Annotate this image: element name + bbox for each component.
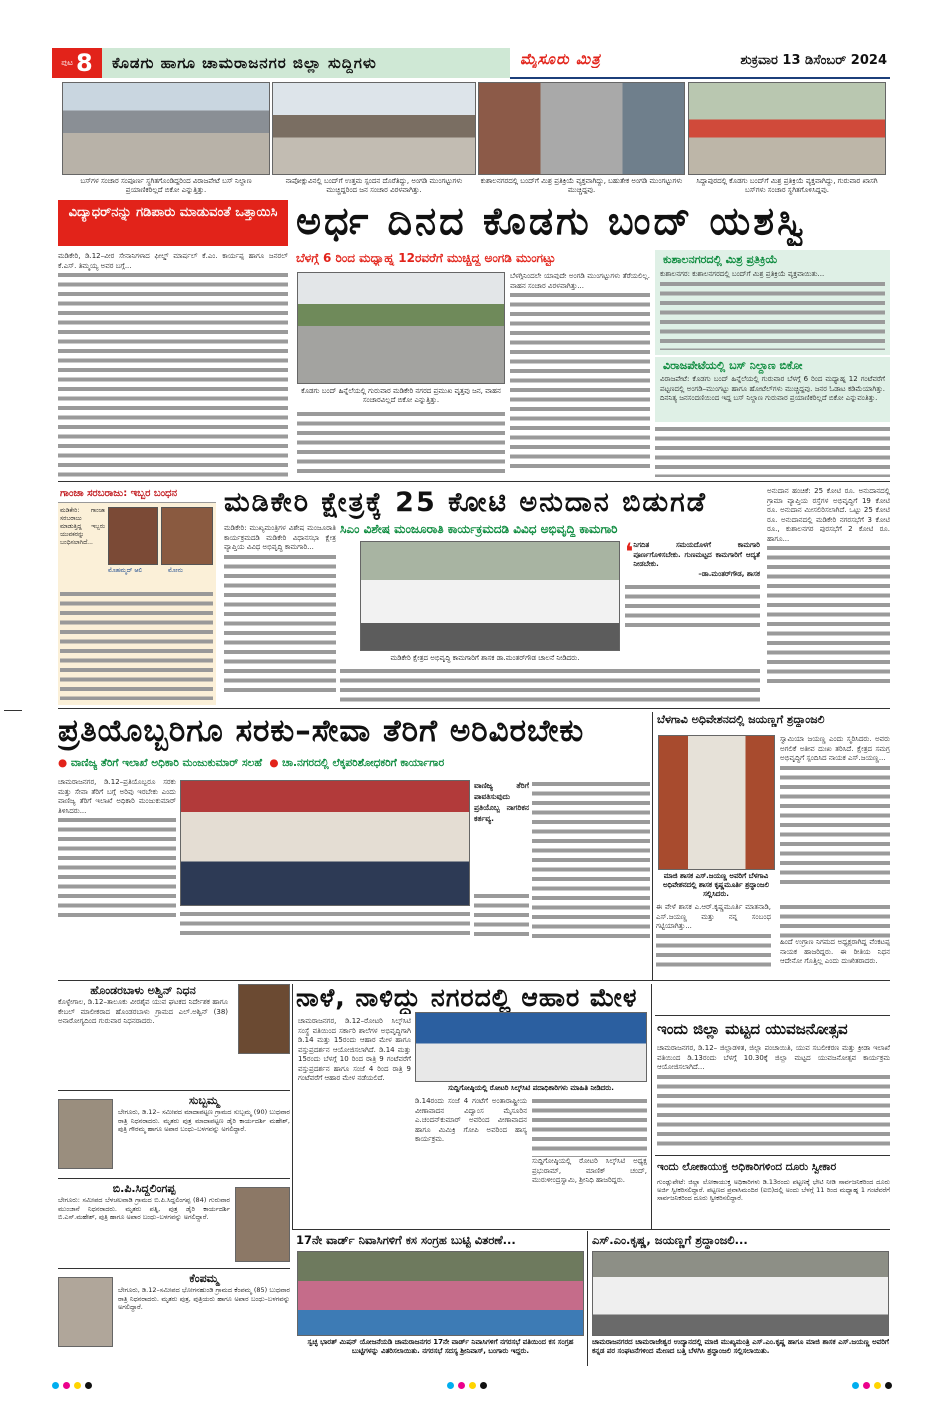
student-body: ಮಡಿಕೇರಿ, ಡಿ.12–ವೀರ ಸೇನಾನಿಗಳಾದ ಫೀಲ್ಡ್ ಮಾರ್ಷಲ್ ಕೆ.ಎಂ. ಕಾರ್ಯಪ್ಪ ಹಾಗೂ ಜನರಲ್ ಕೆ.ಎಸ್. ತಿಮ್ಮಯ್ಯ ಅವರ ಬಗ್ಗೆ... [58,252,288,477]
suspect-photo-1 [108,507,158,565]
registration-marks-right [850,1374,894,1393]
photo-caption: ನಾಪೋಕ್ಲುವಿನಲ್ಲಿ ಬಂದ್‌ಗೆ ಉತ್ತಮ ಸ್ಪಂದನ ದೊರೆತಿದ್ದು, ಅಂಗಡಿ ಮುಂಗಟ್ಟುಗಳು ಮುಚ್ಚಿದ್ದರಿಂದ ಜನ ಸಂಚಾರ ವಿರಳವಾಗಿತ್ತು. [285,177,463,194]
bandh-photo-caption: ಕೊಡಗು ಬಂದ್ ಹಿನ್ನೆಲೆಯಲ್ಲಿ ಗುರುವಾರ ಮಡಿಕೇರಿ ನಗರದ ಪ್ರಮುಖ ವೃತ್ತವು ಜನ, ವಾಹನ ಸಂಚಾರವಿಲ್ಲದೆ ಬಿಕೋ ಎನ್ನುತ್ತಿತ್ತು. [301,387,501,404]
bandh-body-cont [297,410,505,477]
grant-body: ಮಡಿಕೇರಿ: ಮುಖ್ಯಮಂತ್ರಿಗಳ ವಿಶೇಷ ಮಂಜೂರಾತಿ ಕಾರ್ಯಕ್ರಮದಡಿ ಮಡಿಕೇರಿ ವಿಧಾನಸಭಾ ಕ್ಷೇತ್ರ ವ್ಯಾಪ್ತಿಯ ವಿವಿಧ ಅಭಿವೃದ್ಧಿ ಕಾಮಗಾರಿ... [224,524,336,704]
photo-caption: ಕುಶಾಲನಗರದಲ್ಲಿ ಬಂದ್‌ಗೆ ಮಿಶ್ರ ಪ್ರತಿಕ್ರಿಯೆ ವ್ಯಕ್ತವಾಗಿದ್ದು, ಬಹುತೇಕ ಅಂಗಡಿ ಮುಂಗಟ್ಟುಗಳು ಮುಚ್ಚಿದ್ದವು. [480,177,683,194]
section-title: ಕೊಡಗು ಹಾಗೂ ಚಾಮರಾಜನಗರ ಜಿಲ್ಲಾ ಸುದ್ದಿಗಳು [102,48,510,78]
obituary-photo [238,984,290,1054]
suspect-name-1: ಮೊಹಮ್ಮದ್ ಆಲಿ [108,567,143,574]
jayanna-photo-caption: ಮಾಜಿ ಶಾಸಕ ಎಸ್.ಜಯಣ್ಣ ಅವರಿಗೆ ಬೆಳಗಾವಿ ಅಧಿವೇಶನದಲ್ಲಿ ಶಾಸಕ ಕೃಷ್ಣಮೂರ್ತಿ ಶ್ರದ್ಧಾಂಜಲಿ ಸಲ್ಲಿಸಿದರು. [662,872,770,898]
photo-siddapura-buses [688,82,886,175]
obituary-photo [235,1187,290,1262]
gst-pull-quote: ವಾಣಿಜ್ಯ ತೆರಿಗೆ ಪಾವತಿಸುವುದು ಪ್ರತಿಯೊಬ್ಬ ನಾಗರಿಕನ ಕರ್ತವ್ಯ. [474,781,529,823]
food-fest-body: ಚಾಮರಾಜನಗರ, ಡಿ.12–ರೋಟರಿ ಸಿಲ್ಕ್‌ಸಿಟಿ ಸಂಸ್ಥೆ ವತಿಯಿಂದ ಸರ್ಕಾರಿ ಶಾಲೆಗಳ ಅಭಿವೃದ್ಧಿಗಾಗಿ ಡಿ.14 ಮತ್ತು 15ರಂದು ಆಹಾರ ಮೇಳ ಹಾಗೂ ವಸ್ತುಪ್ರದರ್ಶನ ಆಯೋಜಿಸಲಾಗಿದೆ. ಡಿ.14 ಮತ್ತು 15ರಂದು ಬೆಳಗ್ಗೆ 10 ರಿಂದ ರಾತ್ರಿ 9 ಗಂಟೆವರೆಗೆ ವಸ್ತುಪ್ರದರ್ಶನ ಹಾಗೂ ಸಂಜೆ 4 ರಿಂದ ರಾತ್ರಿ 9 ಗಂಟೆವರೆಗೆ ಆಹಾರ ಮೇಳ ನಡೆಯಲಿದೆ. [298,1017,411,1082]
photo-caption: ಸಿದ್ದಾಪುರದಲ್ಲಿ ಕೊಡಗು ಬಂದ್‌ಗೆ ಮಿಶ್ರ ಪ್ರತಿಕ್ರಿಯೆ ವ್ಯಕ್ತವಾಗಿದ್ದು, ಗುರುವಾರ ಖಾಸಗಿ ಬಸ್‌ಗಳು ಸಂಚಾರ ಸ್ಥಗಿತಗೊಳಿಸಿದ್ದವು. [696,177,878,194]
grant-quote-by: –ಡಾ.ಮಂತರ್‌ಗೌಡ, ಶಾಸಕ [698,569,760,578]
student-headline: ವಿದ್ಯಾಧರ್‌ನನ್ನು ಗಡಿಪಾರು ಮಾಡುವಂತೆ ಒತ್ತಾಯಿಸಿ [68,205,278,220]
food-fest-body-3: ಸುದ್ದಿಗೋಷ್ಠಿಯಲ್ಲಿ ರೋಟರಿ ಸಿಲ್ಕ್‌ಸಿಟಿ ಅಧ್ಯಕ್ಷ ಪ್ರಭುರಾಮ್, ಮಾಣಿಕ್ ಚಂದ್, ಮುರುಳೀಂದ್ರಸ್ವಾಮಿ, ಶ್ರೀನಿಧಿ ಹಾಜರಿದ್ದರು. [532,1097,647,1227]
photo-gst-workshop [180,780,470,906]
obituary-photo [58,1099,113,1169]
photo-food-fest-press [415,1012,647,1082]
suspect-name-2: ಮೋನು [168,567,183,574]
grant-photo-caption: ಮಡಿಕೇರಿ ಕ್ಷೇತ್ರದ ಅಭಿವೃದ್ಧಿ ಕಾಮಗಾರಿಗೆ ಶಾಸಕ ಡಾ.ಮಂತರ್‌ಗೌಡ ಚಾಲನೆ ನೀಡಿದರು. [390,654,580,662]
page-date: ಶುಕ್ರವಾರ 13 ಡಿಸೆಂಬರ್ 2024 [740,53,887,68]
gst-subhead-1: ವಾಣಿಜ್ಯ ತೆರಿಗೆ ಇಲಾಖೆ ಅಧಿಕಾರಿ ಮಂಜುಕುಮಾರ್ ಸಲಹೆ [70,757,263,769]
photo-virajpet-bus-stand [62,82,270,175]
tribute-caption: ಚಾಮರಾಜನಗರದ ಚಾಮರಾಜೇಶ್ವರ ಉದ್ಯಾನದಲ್ಲಿ ಮಾಜಿ ಮುಖ್ಯಮಂತ್ರಿ ಎಸ್.ಎಂ.ಕೃಷ್ಣ ಹಾಗೂ ಮಾಜಿ ಶಾಸಕ ಎಸ್.ಜಯಣ್ಣ ಅವರಿಗೆ ಕನ್ನಡ ಪರ ಸಂಘಟನೆಗಳಿಂದ ಮೇಣದ ಬತ್ತಿ ಬೆಳಗಿಸಿ ಶ್ರದ್ಧಾಂಜಲಿ ಸಲ್ಲಿಸಲಾಯಿತು. [592,1338,889,1355]
suspect-photo-2 [161,507,213,565]
gst-headline: ಪ್ರತಿಯೊಬ್ಬರಿಗೂ ಸರಕು–ಸೇವಾ ತೆರಿಗೆ ಅರಿವಿರಬೇಕು [58,713,585,749]
obituary-kempamma: ಕೆಂಪಮ್ಮ ಬೇಗೂರು, ಡಿ.12–ಸಮೀಪದ ಭೋಗನಹುಂಡಿ ಗ್ರಾಮದ ಕೆಂಪಮ್ಮ (85) ಬುಧವಾರ ರಾತ್ರಿ ನಿಧನರಾದರು. ಮೃತರು ಪುತ್ರ, ಪುತ್ರಿಯರು ಹಾಗೂ ಅಪಾರ ಬಂಧು–ಬಳಗವನ್ನು ಅಗಲಿದ್ದಾರೆ. [58,1272,290,1367]
bandh-subhead: ಬೆಳಗ್ಗೆ 6 ರಿಂದ ಮಧ್ಯಾಹ್ನ 12ರವರೆಗೆ ಮುಚ್ಚಿದ್ದ ಅಂಗಡಿ ಮುಂಗಟ್ಟು [296,251,556,265]
grant-body-cont [340,667,760,705]
obituary-subbamma: ಸುಬ್ಬಮ್ಮ ಬೇಗೂರು, ಡಿ.12– ಸಮೀಪದ ಮಾದಾಪಟ್ಟಣ ಗ್ರಾಮದ ಸುಬ್ಬಮ್ಮ (90) ಬುಧವಾರ ರಾತ್ರಿ ನಿಧನರಾದರು. ಮೃತರು ಪುತ್ರ ಮಾದಾಪಟ್ಟಣ ಡೈರಿ ಕಾರ್ಯದರ್ಶಿ ಮಹೇಶ್, ಪುತ್ರಿ ಗೌರಮ್ಮ ಹಾಗೂ ಅಪಾರ ಬಂಧು–ಬಳಗವನ್ನು ಅಗಲಿದ್ದಾರೆ. [58,1094,290,1174]
youth-fest-headline: ಇಂದು ಜಿಲ್ಲಾ ಮಟ್ಟದ ಯುವಜನೋತ್ಸವ [657,1020,848,1038]
gst-subheads: ● ವಾಣಿಜ್ಯ ತೆರಿಗೆ ಇಲಾಖೆ ಅಧಿಕಾರಿ ಮಂಜುಕುಮಾರ್ ಸಲಹೆ ● ಚಾ.ನಗರದಲ್ಲಿ ಲೆಕ್ಕಪರಿಶೋಧಕರಿಗೆ ಕಾರ್ಯಾಗಾರ [58,757,445,769]
jayanna-body-3: ಹಿಂದೆ ಉಗ್ರಾಣ ನಿಗಮದ ಅಧ್ಯಕ್ಷರಾಗಿದ್ದ ವೆಂಕಟಪ್ಪ ನಾಯಕ ಹಾಜರಿದ್ದರು. ಈ ರೀತಿಯ ನಿಧನ ಆದೇನೋ ಗೊತ್ತಿಲ್ಲ ಎಂದು ದುಃಖಿತರಾದರು. [780,903,890,978]
photo-kushalnagar-street [478,82,685,175]
student-headline-box [58,200,288,246]
jayanna-body: ಸ್ವಾಮಿಯಾ ಜಯಣ್ಣ ಎಂದು ಸ್ಮರಿಸಿದರು. ಅವರು ಅಗಲಿಕೆ ಅತೀವ ದುಃಖ ತರಿಸಿದೆ. ಕ್ಷೇತ್ರದ ಸಮಗ್ರ ಅಭಿವೃದ್ಧಿಗೆ ಸ್ಪಂದಿಸಿದ ನಾಯಕ ಎಸ್.ಜಯಣ್ಣ... [780,735,890,900]
masthead: ಮೈಸೂರು ಮಿತ್ರ [520,50,601,68]
kushalnagar-box [655,250,890,355]
ganja-box [58,485,216,705]
gst-body-right [532,780,650,940]
grant-right-body: ಅನುದಾನ ಹಂಚಿಕೆ: 25 ಕೋಟಿ ರೂ. ಅನುದಾನದಲ್ಲಿ ಗ್ರಾಮಾ ವ್ಯಾಪ್ತಿಯ ರಸ್ತೆಗಳ ಅಭಿವೃದ್ಧಿಗೆ 19 ಕೋಟಿ ರೂ. ಅನುದಾನ ಮೀಸಲಿರಿಸಲಾಗಿದೆ. ಒಟ್ಟು 25 ಕೋಟಿ ರೂ. ಅನುದಾನದಲ್ಲಿ ಮಡಿಕೇರಿ ನಗರಸಭೆಗೆ 3 ಕೋಟಿ ರೂ., ಕುಶಾಲನಗರ ಪುರಸಭೆಗೆ 2 ಕೋಟಿ ರೂ. ಹಾಗೂ... [767,487,890,705]
youth-fest-body: ಚಾಮರಾಜನಗರ, ಡಿ.12– ಜಿಲ್ಲಾಡಳಿತ, ಜಿಲ್ಲಾ ಪಂಚಾಯಿತಿ, ಯುವ ಸಬಲೀಕರಣ ಮತ್ತು ಕ್ರೀಡಾ ಇಲಾಖೆ ವತಿಯಿಂದ ಡಿ.13ರಂದು ಬೆಳಗ್ಗೆ 10.30ಕ್ಕೆ ಜಿಲ್ಲಾ ಮಟ್ಟದ ಯುವಜನೋತ್ಸವ ಕಾರ್ಯಕ್ರಮ ಆಯೋಜಿಸಲಾಗಿದೆ... [657,1044,890,1154]
bandh-body: ಬೆಳಗ್ಗಿನಿಂದಲೇ ಯಾವುದೇ ಅಂಗಡಿ ಮುಂಗಟ್ಟುಗಳು ತೆರೆಯಲಿಲ್ಲ. ವಾಹನ ಸಂಚಾರ ವಿರಳವಾಗಿತ್ತು... [510,272,650,477]
ganja-headline: ಗಾಂಜಾ ಸರಬರಾಜು: ಇಬ್ಬರ ಬಂಧನ [58,485,216,503]
photo-jayanna-assembly [658,735,775,870]
page-label: ಪುಟ [61,58,74,67]
grant-quote: ❛ ನಿಗದಿತ ಸಮಯದೊಳಗೆ ಕಾಮಗಾರಿ ಪೂರ್ಣಗೊಳಿಸಬೇಕು. ಗುಣಮಟ್ಟದ ಕಾಮಗಾರಿಗೆ ಆದ್ಯತೆ ನೀಡಬೇಕು. –ಡಾ.ಮಂತರ್‌ಗೌಡ, ಶಾಸಕ [625,541,760,661]
jayanna-body-2: ಈ ವೇಳೆ ಶಾಸಕ ಎ.ಆರ್.ಕೃಷ್ಣಮೂರ್ತಿ ಮಾತನಾಡಿ, ಎಸ್.ಜಯಣ್ಣ ಮತ್ತು ನನ್ನ ಸಂಬಂಧ ಗಟ್ಟಿಯಾಗಿತ್ತು... [656,903,771,978]
photo-ward-bins [297,1251,584,1336]
virajpet-box [655,357,890,422]
obituary-photo [58,1277,113,1347]
obituary-ashwin: ಹೊಂಡರಬಾಳು ಅಶ್ವಿನ್ ನಿಧನ ಕೊಳ್ಳೇಗಾಲ, ಡಿ.12–ತಾಲೂಕು ವೀರಶೈವ ಯುವ ಘಟಕದ ನಿರ್ದೇಶಕ ಹಾಗೂ ಕೇಬಲ್ ಮಾಲೀಕರಾದ ಹೊಂಡರಬಾಳು ಗ್ರಾಮದ ಎಲ್.ಅಶ್ವಿನ್ (38) ಅನಾರೋಗ್ಯದಿಂದ ಗುರುವಾರ ನಿಧನರಾದರು. [58,984,290,1084]
food-fest-headline: ನಾಳೆ, ನಾಳಿದ್ದು ನಗರದಲ್ಲಿ ಆಹಾರ ಮೇಳ [296,983,638,1012]
photo-caption: ಬಸ್‌ಗಳ ಸಂಚಾರ ಸಂಪೂರ್ಣ ಸ್ಥಗಿತಗೊಂಡಿದ್ದರಿಂದ ವಿರಾಜಪೇಟೆ ಬಸ್ ನಿಲ್ದಾಣ ಪ್ರಯಾಣಿಕರಿಲ್ಲದೆ ಬಿಕೋ ಎನ್ನುತ್ತಿತ್ತು. [80,177,252,194]
gst-body: ಚಾಮರಾಜನಗರ, ಡಿ.12–ಪ್ರತಿಯೊಬ್ಬರೂ ಸರಕು ಮತ್ತು ಸೇವಾ ತೆರಿಗೆ ಬಗ್ಗೆ ಅರಿವು ಇರಬೇಕು ಎಂದು ವಾಣಿಜ್ಯ ತೆರಿಗೆ ಇಲಾಖೆ ಅಧಿಕಾರಿ ಮಂಜುಕುಮಾರ್ ತಿಳಿಸಿದರು... [58,778,176,938]
tribute-headline: ಎಸ್.ಎಂ.ಕೃಷ್ಣ, ಜಯಣ್ಣಗೆ ಶ್ರದ್ಧಾಂಜಲಿ... [592,1233,748,1247]
kushalnagar-box-body: ಕುಶಾಲನಗರ: ಕುಶಾಲನಗರದಲ್ಲಿ ಬಂದ್‌ಗೆ ಮಿಶ್ರ ಪ್ರತಿಕ್ರಿಯೆ ವ್ಯಕ್ತವಾಯಿತು... [660,270,825,278]
kushalnagar-box-title: ಕುಶಾಲನಗರದಲ್ಲಿ ಮಿಶ್ರ ಪ್ರತಿಕ್ರಿಯೆ [663,253,778,266]
bandh-headline: ಅರ್ಧ ದಿನದ ಕೊಡಗು ಬಂದ್ ಯಶಸ್ವಿ [296,199,808,243]
page-number-badge [52,48,102,78]
registration-marks-center [445,1374,489,1393]
obituary-siddalingappa: ಬಿ.ಪಿ.ಸಿದ್ದಲಿಂಗಪ್ಪ ಬೇಗೂರು: ಸಮೀಪದ ಬೆಳಚಲವಾಡಿ ಗ್ರಾಮದ ಬಿ.ಪಿ.ಸಿದ್ದಲಿಂಗಪ್ಪ (84) ಗುರುವಾರ ಮುಂಜಾನೆ ನಿಧನರಾದರು. ಮೃತರು ಪತ್ನಿ, ಪುತ್ರ ಡೈರಿ ಕಾರ್ಯದರ್ಶಿ ಬಿ.ಎಸ್.ಮಹೇಶ್, ಪುತ್ರಿ ಹಾಗೂ ಅಪಾರ ಬಂಧು–ಬಳಗವನ್ನು ಅಗಲಿದ್ದಾರೆ. [58,1182,290,1267]
grant-headline: ಮಡಿಕೇರಿ ಕ್ಷೇತ್ರಕ್ಕೆ 25 ಕೋಟಿ ಅನುದಾನ ಬಿಡುಗಡೆ [224,487,708,518]
grant-subhead: ಸಿಎಂ ವಿಶೇಷ ಮಂಜೂರಾತಿ ಕಾರ್ಯಕ್ರಮದಡಿ ವಿವಿಧ ಅಭಿವೃದ್ಧಿ ಕಾಮಗಾರಿ [340,522,618,536]
photo-grant-inauguration [360,541,620,651]
food-fest-body-2: ಡಿ.14ರಂದು ಸಂಜೆ 4 ಗಂಟೆಗೆ ಅಂತಾರಾಷ್ಟ್ರೀಯ ವೀಣಾವಾದನ ವಿದ್ವಾಂಸ ಮೈಸೂರಿನ ಎ.ಚಂದನ್‌ಕುಮಾರ್ ಅವರಿಂದ ವೀಣಾವಾದನ ಹಾಗೂ ಮಿಮಿಕ್ರಿ ಗೋಪಿ ಅವರಿಂದ ಹಾಸ್ಯ ಕಾರ್ಯಕ್ರಮ. [415,1097,527,1143]
virajpet-box-title: ವಿರಾಜಪೇಟೆಯಲ್ಲಿ ಬಸ್ ನಿಲ್ದಾಣ ಬಿಕೋ [663,359,803,372]
food-fest-photo-caption: ಸುದ್ದಿಗೋಷ್ಠಿಯಲ್ಲಿ ರೋಟರಿ ಸಿಲ್ಕ್‌ಸಿಟಿ ಪದಾಧಿಕಾರಿಗಳು ಮಾಹಿತಿ ನೀಡಿದರು. [448,1084,614,1092]
gst-body-cont [180,910,470,940]
jayanna-headline: ಬೆಳಗಾವಿ ಅಧಿವೇಶನದಲ್ಲಿ ಜಯಣ್ಣಗೆ ಶ್ರದ್ಧಾಂಜಲಿ [657,713,825,726]
virajpet-box-body: ವಿರಾಜಪೇಟೆ: ಕೊಡಗು ಬಂದ್ ಹಿನ್ನೆಲೆಯಲ್ಲಿ ಗುರುವಾರ ಬೆಳಗ್ಗೆ 6 ರಿಂದ ಮಧ್ಯಾಹ್ನ 12 ಗಂಟೆವರೆಗೆ ಪಟ್ಟಣದಲ್ಲಿ ಅಂಗಡಿ–ಮುಂಗಟ್ಟು ಹಾಗೂ ಹೋಟೆಲ್‌ಗಳು ಮುಚ್ಚಿದ್ದವು. ಜನರ ಓಡಾಟ ಕಡಿಮೆಯಾಗಿತ್ತು. ದಿನನಿತ್ಯ ಜನಸಂದಣಿಯಿಂದ ಇದ್ದ ಬಸ್ ನಿಲ್ದಾಣ ಗುರುವಾರ ಪ್ರಯಾಣಿಕರಿಲ್ಲದೆ ಬಿಕೋ ಎನ್ನುವಂತಿತ್ತು. [660,375,885,402]
photo-madikeri-circle [297,272,505,384]
ward-caption: ಸ್ವಚ್ಛ ಭಾರತ್ ಮಿಷನ್ ಯೋಜನೆಯಡಿ ಚಾಮರಾಜನಗರ 17ನೇ ವಾರ್ಡ್ ನಿವಾಸಿಗಳಿಗೆ ನಗರಸಭೆ ವತಿಯಿಂದ ಕಸ ಸಂಗ್ರಹ ಬುಟ್ಟಿಗಳನ್ನು ವಿತರಿಸಲಾಯಿತು. ನಗರಸಭೆ ಸದಸ್ಯ ಶ್ರೀನಿವಾಸ್, ಬಂಗಾರು ಇದ್ದರು. [307,1338,574,1355]
page-number: 8 [76,49,93,77]
gst-subhead-2: ಚಾ.ನಗರದಲ್ಲಿ ಲೆಕ್ಕಪರಿಶೋಧಕರಿಗೆ ಕಾರ್ಯಾಗಾರ [282,757,445,769]
virajpet-body-cont [655,425,890,477]
masthead-underline [510,77,890,79]
lokayukta-headline: ಇಂದು ಲೋಕಾಯುಕ್ತ ಅಧಿಕಾರಿಗಳಿಂದ ದೂರು ಸ್ವೀಕಾರ [657,1161,837,1173]
ganja-body: ಮಡಿಕೇರಿ: ಗಾಂಜಾ ಸರಬರಾಜು ಮಾಡುತ್ತಿದ್ದ ಇಬ್ಬರು ಯುವಕರನ್ನು ಬಂಧಿಸಲಾಗಿದೆ... [60,507,105,546]
ward-headline: 17ನೇ ವಾರ್ಡ್ ನಿವಾಸಿಗಳಿಗೆ ಕಸ ಸಂಗ್ರಹ ಬುಟ್ಟಿ ವಿತರಣೆ... [296,1233,516,1247]
photo-tribute [592,1251,889,1336]
photo-napoklu-street [272,82,476,175]
registration-marks-left [50,1374,94,1393]
lokayukta-body: ಗುಂಡ್ಲುಪೇಟೆ: ಜಿಲ್ಲಾ ಲೋಕಾಯುಕ್ತ ಅಧಿಕಾರಿಗಳು ಡಿ.13ರಂದು ಪಟ್ಟಣಕ್ಕೆ ಭೇಟಿ ನೀಡಿ ಸಾರ್ವಜನಿಕರಿಂದ ದೂರು ಅರ್ಜಿ ಸ್ವೀಕರಿಸಲಿದ್ದಾರೆ. ಪಟ್ಟಣದ ಪ್ರವಾಸಿಮಂದಿರ (ಐಬಿ)ದಲ್ಲಿ ಅಂದು ಬೆಳಗ್ಗೆ 11 ರಿಂದ ಮಧ್ಯಾಹ್ನ 1 ಗಂಟೆವರೆಗೆ ಸಾರ್ವಜನಿಕರಿಂದ ದೂರು ಸ್ವೀಕರಿಸಲಿದ್ದಾರೆ. [657,1178,890,1202]
